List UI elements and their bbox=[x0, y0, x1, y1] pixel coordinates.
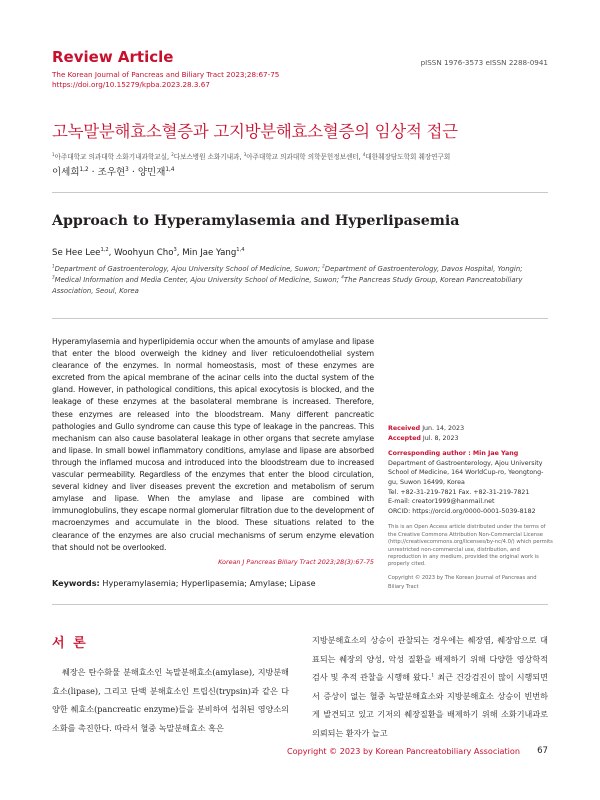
keywords-text: Hyperamylasemia; Hyperlipasemia; Amylase; Lipase bbox=[99, 578, 316, 588]
corr-line: School of Medicine, 164 WorldCup-ro, Yeongtong- bbox=[388, 469, 544, 477]
corr-phone: Tel. +82-31-219-7821 Fax. +82-31-219-7821 bbox=[388, 488, 530, 496]
affil-sup: 3 bbox=[52, 274, 55, 280]
corr-email[interactable]: E-mail: creator1999@hanmail.net bbox=[388, 498, 495, 506]
author-sup: 1,2 bbox=[100, 247, 109, 254]
keywords-label: Keywords: bbox=[52, 578, 100, 588]
affil-sup: 4 bbox=[341, 274, 344, 280]
author-name: Woohyun Cho bbox=[114, 248, 174, 258]
korean-authors bbox=[52, 164, 174, 178]
author-sep: , bbox=[108, 248, 115, 258]
korean-affiliations bbox=[52, 151, 450, 161]
affil-text: 다보스병원 소화기내과, bbox=[173, 153, 244, 161]
affil-sup: 2 bbox=[171, 151, 174, 157]
affil-text: Medical Information and Media Center, Ajou University School of Medicine, Suwon; bbox=[54, 275, 342, 284]
author-name: 이세희 bbox=[52, 167, 80, 178]
author-sup: 1,2 bbox=[79, 166, 89, 173]
english-authors bbox=[52, 248, 245, 258]
journal-citation-line: The Korean Journal of Pancreas and Biliary Tract 2023;28:67-75 bbox=[52, 70, 280, 79]
citation-line: Korean J Pancreas Biliary Tract 2023;28(3):67-75 bbox=[218, 558, 374, 566]
author-sep: · bbox=[128, 167, 138, 178]
received-row bbox=[388, 424, 553, 434]
body-text: 최근 건강검진이 많이 시행되면서 증상이 없는 혈중 녹말분해효소와 지방분해효소 상승이 빈번하게 발견되고 있고 기저의 췌장질환을 배제하기 위해 소화기내과로 의뢰되는 환자가 늘고 bbox=[312, 672, 548, 738]
author-sup: 3 bbox=[125, 166, 129, 173]
affil-text: The Pancreas Study Group, Korean Pancreatobiliary Association, Seoul, Korea bbox=[52, 275, 523, 295]
issn-line: pISSN 1976-3573 eISSN 2288-0941 bbox=[420, 58, 548, 67]
article-type-label: Review Article bbox=[52, 48, 174, 66]
article-info-sidebar bbox=[388, 424, 553, 593]
author-name: 조우현 bbox=[97, 167, 126, 178]
affil-text: Department of Gastroenterology, Davos Hospital, Yongin; bbox=[324, 265, 523, 273]
body-column-1: 췌장은 탄수화물 분해효소인 녹말분해효소(amylase), 지방분해효소(lipase), 그리고 단백 분해효소인 트립신(trypsin)과 같은 다양한 췌효소(pancreatic enzyme)들을 분비하여 섭취된 영양소의 소화를 촉진한다. 따라서 혈중 녹말분해효소 혹은 bbox=[52, 667, 289, 733]
dates-block bbox=[388, 424, 553, 443]
corr-line: gu, Suwon 16499, Korea bbox=[388, 478, 465, 486]
affil-text: 대한췌장담도학회 췌장연구회 bbox=[365, 153, 451, 161]
author-name: 양민재 bbox=[137, 167, 166, 178]
divider bbox=[52, 604, 548, 605]
corresponding-author-block bbox=[388, 449, 553, 516]
english-title: Approach to Hyperamylasemia and Hyperlipasemia bbox=[52, 213, 460, 229]
affil-sup: 1 bbox=[52, 263, 55, 269]
divider bbox=[52, 318, 548, 319]
page-number: 67 bbox=[537, 746, 548, 756]
affil-sup: 2 bbox=[322, 263, 325, 269]
accepted-row bbox=[388, 434, 553, 444]
affil-text: 아주대학교 의과대학 소화기내과학교실, bbox=[54, 153, 172, 161]
divider bbox=[52, 192, 548, 193]
author-name: Se Hee Lee bbox=[52, 248, 101, 258]
received-date: Jun. 14, 2023 bbox=[422, 425, 465, 432]
author-sup: 1,4 bbox=[165, 166, 175, 173]
english-affiliations bbox=[52, 264, 548, 296]
affil-sup: 3 bbox=[243, 151, 247, 157]
accepted-date: Jul. 8, 2023 bbox=[422, 434, 459, 442]
corr-orcid[interactable]: ORCID: https://orcid.org/0000-0001-5039-8182 bbox=[388, 507, 536, 515]
affil-sup: 1 bbox=[52, 151, 55, 157]
corr-line: Department of Gastroenterology, Ajou University bbox=[388, 459, 543, 467]
affil-text: Department of Gastroenterology, Ajou University School of Medicine, Suwon; bbox=[54, 265, 323, 273]
korean-title: 고녹말분해효소혈증과 고지방분해효소혈증의 임상적 접근 bbox=[52, 122, 458, 141]
body-text: 지방분해효소의 상승이 관찰되는 경우에는 췌장염, 췌장암으로 대표되는 췌장의 양성, 악성 질환을 배제하기 위해 다양한 영상학적 검사 및 추적 관찰을 시행해 왔다. bbox=[312, 635, 548, 683]
sidebar-copyright: Copyright © 2023 by The Korean Journal of Pancreas and Biliary Tract bbox=[388, 574, 537, 591]
author-sep: · bbox=[88, 167, 98, 178]
footer-copyright: Copyright © 2023 by Korean Pancreatobiliary Association bbox=[287, 746, 520, 756]
received-label: Received bbox=[388, 425, 421, 432]
affil-sup: 4 bbox=[362, 151, 366, 157]
abstract-text: Hyperamylasemia and hyperlipidemia occur when the amounts of amylase and lipase that enter the blood overweigh the kidney and liver reticuloendothelial system clearance of the enzymes. In normal homeostasis, most of these enzymes are excreted from the apical membrane of the acinar cells into the ductal system of the gland. However, in pathological conditions, this apical exocytosis is blocked, and the leakage of these enzymes at the basolateral membrane is increased. Therefore, these enzymes are released into the bloodstream. Many different pancreatic pathologies and Gullo syndrome can cause this type of leakage in the pancreas. This mechanism can also cause basolateral leakage in other organs that secrete amylase and lipase. In small bowel inflammatory conditions, amylase and lipase are absorbed through the inflamed mucosa and introduced into the bloodstream due to increased vascular permeability. Regardless of the enzymes that enter the blood circulation, several kidney and liver diseases prevent the excretion and metabolism of serum amylase and lipase. When the amylase and lipase are combined with immunoglobulins, they escape normal glomerular filtration due to the development of macroenzymes and accumulate in the blood. These situations related to the clearance of the enzymes are also crucial mechanisms of serum enzyme elevation that should not be overlooked. bbox=[52, 337, 374, 552]
author-sup: 3 bbox=[173, 247, 177, 254]
accepted-label: Accepted bbox=[388, 434, 421, 442]
author-name: Min Jae Yang bbox=[182, 248, 237, 258]
doi-link[interactable]: https://doi.org/10.15279/kpba.2023.28.3.67 bbox=[52, 80, 210, 89]
reference-sup: 1 bbox=[431, 672, 435, 679]
author-sup: 1,4 bbox=[236, 247, 245, 254]
affil-text: 아주대학교 의과대학 의학문헌정보센터, bbox=[246, 153, 363, 161]
keywords bbox=[52, 578, 382, 588]
corresponding-author-label: Corresponding author : Min Jae Yang bbox=[388, 450, 519, 458]
license-text: This is an Open Access article distributed under the terms of the Creative Commons Attribution Non-Commercial License (http://creativecommons.org/licenses/by-nc/4.0/) which permits unrestricted non-commercial use, distribution, and reproduction in any medium, provided the original work is properly cited. bbox=[388, 524, 553, 568]
author-sep: , bbox=[176, 248, 183, 258]
body-column-2 bbox=[312, 631, 548, 743]
section-heading-introduction: 서 론 bbox=[52, 636, 88, 651]
